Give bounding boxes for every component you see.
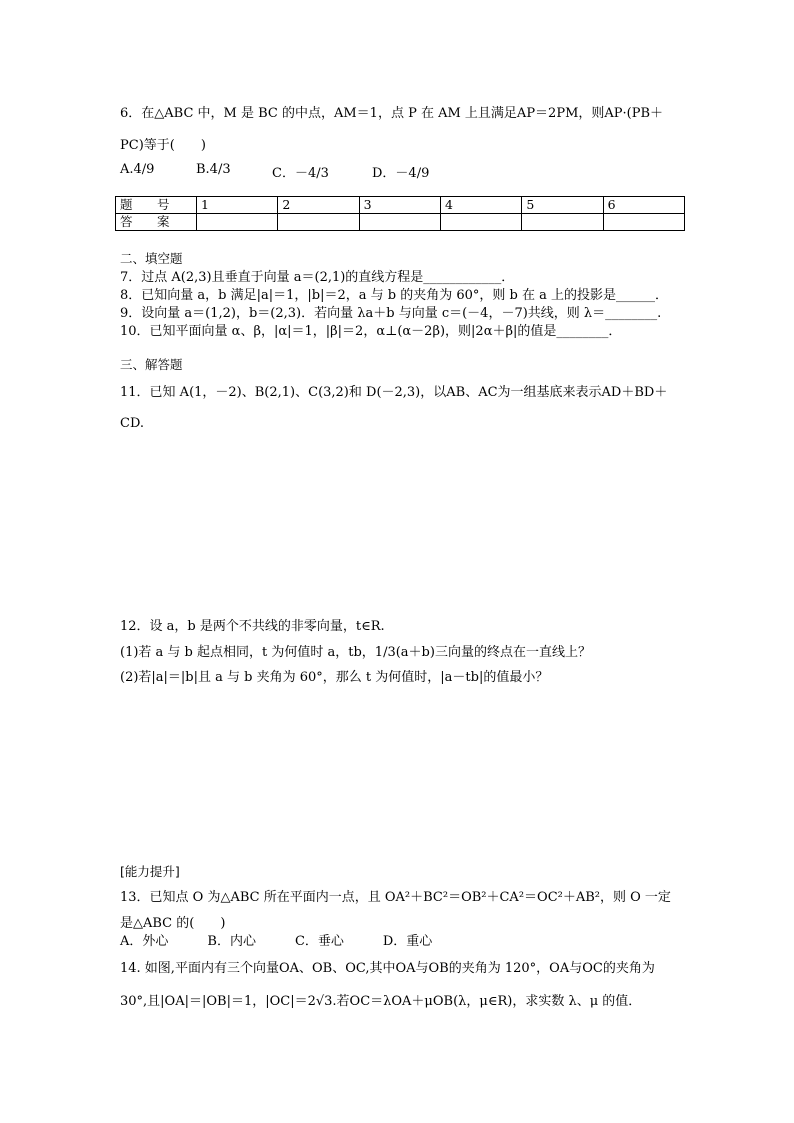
- q14-line1: 14. 如图,平面内有三个向量OA、OB、OC,其中OA与OB的夹角为 120°，OA与OC的夹角为: [120, 961, 655, 976]
- section2-title: 二、填空题: [120, 251, 183, 266]
- q13-options: A．外心 B．内心 C．垂心 D．重心: [120, 934, 433, 949]
- q6-option-d: D．－4/9: [372, 166, 430, 181]
- section3-title: 三、解答题: [120, 357, 183, 372]
- q11-line2: CD.: [120, 416, 145, 431]
- answer-table-header-row: [116, 197, 685, 214]
- q6-option-b: B.4/3: [196, 162, 231, 177]
- answer-cell[interactable]: [278, 214, 359, 231]
- answer-table-number: 3: [359, 197, 440, 214]
- q6-option-a: A.4/9: [120, 162, 155, 177]
- answer-cell[interactable]: [197, 214, 278, 231]
- q9: 9．设向量 a＝(1,2)，b＝(2,3)．若向量 λa＋b 与向量 c＝(－4，－7)共线，则 λ＝________.: [120, 306, 662, 321]
- q7: 7．过点 A(2,3)且垂直于向量 a＝(2,1)的直线方程是____________．: [120, 270, 515, 285]
- answer-table-number: 1: [197, 197, 278, 214]
- row-label-answer: 答 案: [116, 214, 197, 231]
- q12-line2: (1)若 a 与 b 起点相同，t 为何值时 a，tb，1/3(a＋b)三向量的终点在一直线上？: [120, 645, 591, 660]
- row-label-question-number: 题 号: [116, 197, 197, 214]
- answer-table-number: 6: [603, 197, 684, 214]
- q12-line1: 12．设 a，b 是两个不共线的非零向量，t∈R.: [120, 619, 385, 634]
- answer-table-number: 4: [440, 197, 521, 214]
- q8: 8．已知向量 a，b 满足|a|＝1，|b|＝2，a 与 b 的夹角为 60°，则 b 在 a 上的投影是______．: [120, 288, 668, 303]
- q13-line1: 13．已知点 O 为△ABC 所在平面内一点，且 OA²＋BC²＝OB²＋CA²＝OC²＋AB²，则 O 一定: [120, 890, 671, 905]
- q6-option-c: C．－4/3: [272, 166, 329, 181]
- q11-line1: 11．已知 A(1，－2)、B(2,1)、C(3,2)和 D(－2,3)，以AB、AC为一组基底来表示AD＋BD＋: [120, 385, 668, 400]
- answer-cell[interactable]: [522, 214, 603, 231]
- q14-line2: 30°,且|OA|＝|OB|＝1，|OC|＝2√3.若OC＝λOA＋μOB(λ，μ∈R)，求实数 λ、μ 的值．: [120, 994, 642, 1009]
- q6-line1: 6．在△ABC 中，M 是 BC 的中点，AM＝1，点 P 在 AM 上且满足AP＝2PM，则AP·(PB＋: [120, 106, 664, 121]
- q12-line3: (2)若|a|＝|b|且 a 与 b 夹角为 60°，那么 t 为何值时，|a－tb|的值最小？: [120, 670, 549, 685]
- q13-line2: 是△ABC 的( ): [120, 916, 226, 931]
- answer-table-number: 2: [278, 197, 359, 214]
- answer-cell[interactable]: [603, 214, 684, 231]
- answer-table-number: 5: [522, 197, 603, 214]
- answer-table-answer-row: [116, 214, 685, 231]
- ability-title: [能力提升]: [120, 864, 180, 879]
- answer-cell[interactable]: [440, 214, 521, 231]
- answer-cell[interactable]: [359, 214, 440, 231]
- q10: 10．已知平面向量 α、β，|α|＝1，|β|＝2，α⊥(α－2β)，则|2α＋β|的值是________．: [120, 324, 622, 339]
- answer-table: [115, 196, 685, 231]
- q6-line2: PC)等于( ): [120, 138, 206, 153]
